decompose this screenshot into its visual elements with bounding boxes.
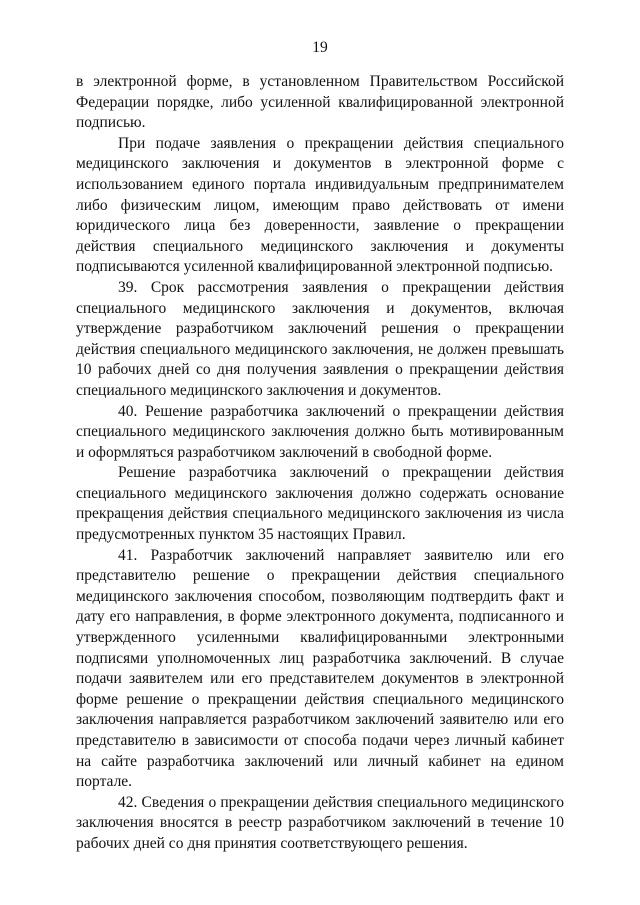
paragraph-decision-grounds: Решение разработчика заключений о прекращении действия специального медицинского заключения должно содержать основание прекращения действия специального медицинского заключения из числа предусмотренных пунктом 35 настоящих Правил. xyxy=(76,464,564,544)
paragraph-item-41: 41. Разработчик заключений направляет заявителю или его представителю решение о прекращении действия специального медицинского заключения способом, позволяющим подтвердить факт и дату его направления, в форме электронного документа, подписанного и утвержденного усиленными квалифицированными электронными подписями уполномоченных лиц разработчика заключений. В случае подачи заявителем или его представителем документов в электронной форме решение о прекращении действия специального медицинского заключения направляется разработчиком заключений заявителю или его представителю в зависимости от способа подачи через личный кабинет на сайте разработчика заключений или личный кабинет на едином портале. xyxy=(76,546,564,791)
page-number: 19 xyxy=(312,39,328,56)
document-body xyxy=(76,72,564,855)
paragraph-item-39: 39. Срок рассмотрения заявления о прекращении действия специального медицинского заключения и документов, включая утверждение разработчиком заключений решения о прекращении действия специального медицинского заключения, не должен превышать 10 рабочих дней со дня получения заявления о прекращении действия специального медицинского заключения и документов. xyxy=(76,278,564,399)
paragraph-item-40: 40. Решение разработчика заключений о прекращении действия специального медицинского заключения должно быть мотивированным и оформляться разработчиком заключений в свободной форме. xyxy=(76,402,564,461)
paragraph-continuation: в электронной форме, в установленном Правительством Российской Федерации порядке, либо усиленной квалифицированной электронной подписью. xyxy=(76,73,564,132)
paragraph-item-42: 42. Сведения о прекращении действия специального медицинского заключения вносятся в реестр разработчиком заключений в течение 10 рабочих дней со дня принятия соответствующего решения. xyxy=(76,793,564,852)
paragraph-signature-requirement: При подаче заявления о прекращении действия специального медицинского заключения и документов в электронной форме с использованием единого портала индивидуальным предпринимателем либо физическим лицом, имеющим право действовать от имени юридического лица без доверенности, заявление о прекращении действия специального медицинского заключения и документы подписываются усиленной квалифицированной электронной подписью. xyxy=(76,134,564,276)
